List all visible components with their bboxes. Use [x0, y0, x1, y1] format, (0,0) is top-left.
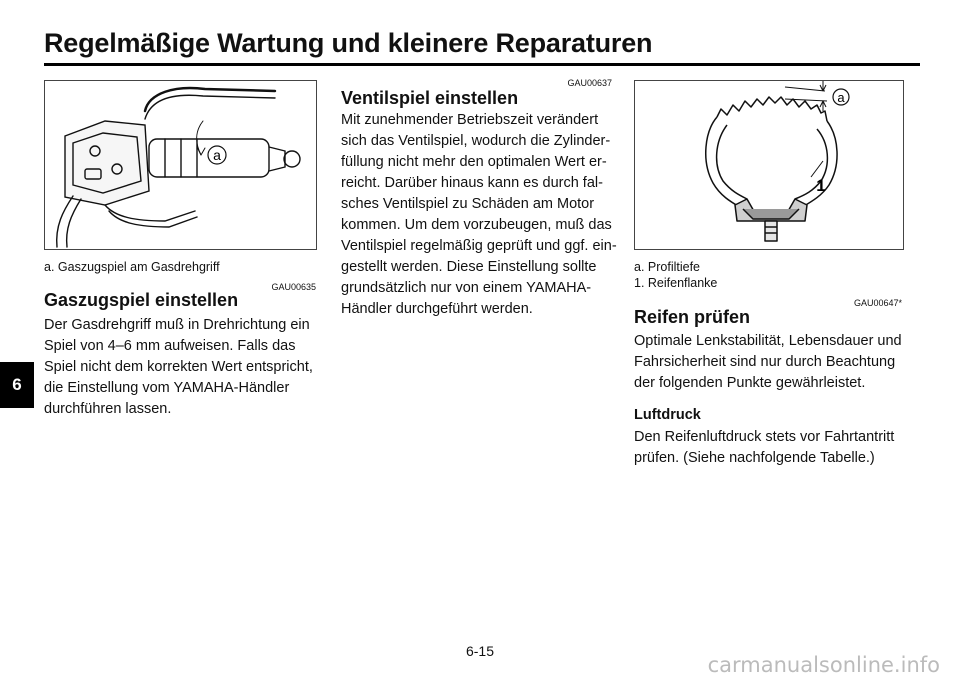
throttle-figure-caption: a. Gaszugspiel am Gasdrehgriff — [44, 260, 220, 274]
watermark: carmanualsonline.info — [707, 653, 940, 677]
chapter-tab — [0, 362, 34, 408]
title-divider — [44, 63, 920, 66]
page-number: 6-15 — [465, 643, 495, 659]
section-heading: Reifen prüfen — [634, 307, 751, 327]
figure-callout-a: a — [837, 90, 845, 105]
figure-callout-1: 1 — [816, 176, 826, 195]
section-code: GAU00647* — [853, 298, 902, 308]
subsection-body: Den Reifenluftdruck stets vor Fahrtantritt prüfen. (Siehe nachfolgende Tabelle.) — [634, 429, 895, 466]
section-body: Der Gasdrehgriff muß in Drehrichtung ein Spiel von 4–6 mm aufweisen. Falls das Spiel nicht dem korrekten Wert entspricht, die Einstellung vom YAMAHA-Händler durchführen lassen. — [44, 317, 313, 417]
section-code: GAU00635 — [271, 282, 316, 292]
figure-callout-a: a — [213, 147, 221, 163]
section-body: Mit zunehmender Betriebszeit verändert sich das Ventilspiel, wodurch die Zylinder- füllung nicht mehr den optimalen Wert er- reicht. Darüber hinaus kann es durch fal- sches Ventilspiel zu Schäden am Motor kommen. Um dem vorzubeugen, muß das Ventilspiel regelmäßig geprüft und ggf. ein- gestellt werden. Diese Einstellung sollte grundsätzlich nur von einem YAMAHA- Händler durchgeführt werden. — [341, 112, 617, 317]
chapter-tab-label: 6 — [12, 375, 22, 394]
throttle-grip-figure — [44, 80, 317, 250]
section-heading: Ventilspiel einstellen — [341, 88, 519, 108]
tire-cross-section-figure — [634, 80, 904, 250]
section-body: Optimale Lenkstabilität, Lebensdauer und Fahrsicherheit sind nur durch Beachtung der folgenden Punkte gewährleistet. — [634, 333, 902, 391]
page-title: Regelmäßige Wartung und kleinere Reparaturen — [44, 28, 653, 58]
subsection-heading: Luftdruck — [634, 407, 701, 423]
section-heading: Gaszugspiel einstellen — [44, 290, 239, 310]
section-code: GAU00637 — [567, 78, 612, 88]
tire-figure-caption: a. Profiltiefe 1. Reifenflanke — [634, 260, 718, 290]
